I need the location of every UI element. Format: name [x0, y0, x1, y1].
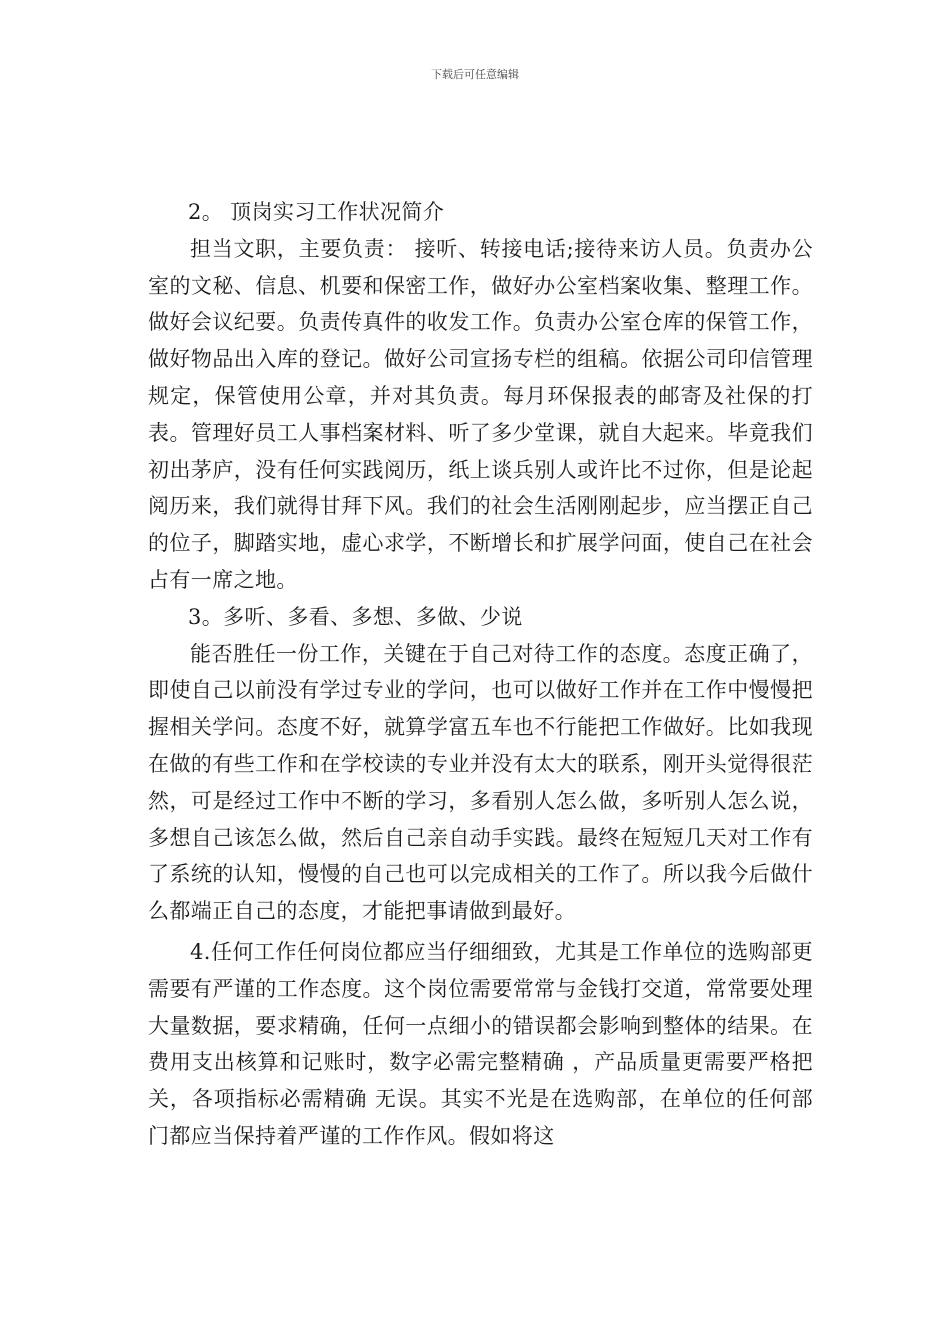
paragraph-duties: 担当文职，主要负责： 接听、转接电话;接待来访人员。负责办公室的文秘、信息、机要和保密工作，做好办公室档案收集、整理工作。做好会议纪要。负责传真件的收发工作。负责办公室仓库的保管工作，做好物品出入库的登记。做好公司宣扬专栏的组稿。依据公司印信管理规定，保管使用公章，并对其负责。每月环保报表的邮寄及社保的打表。管理好员工人事档案材料、听了多少堂课，就自大起来。毕竟我们初出茅庐，没有任何实践阅历，纸上谈兵别人或许比不过你，但是论起阅历来，我们就得甘拜下风。我们的社会生活刚刚起步，应当摆正自己的位子，脚踏实地，虚心求学，不断增长和扩展学问面，使自己在社会占有一席之地。 — [148, 236, 813, 592]
document-body — [148, 194, 813, 1155]
section-heading-2: 2。 顶岗实习工作状况简介 — [188, 200, 445, 224]
page-header: 下载后可任意编辑 — [431, 68, 519, 81]
paragraph-attitude: 能否胜任一份工作，关键在于自己对待工作的态度。态度正确了，即使自己以前没有学过专业的学问，也可以做好工作并在工作中慢慢把握相关学问。态度不好，就算学富五车也不行能把工作做好。比如我现在做的有些工作和在学校读的专业并没有太大的联系，刚开头觉得很茫然，可是经过工作中不断的学习，多看别人怎么做，多听别人怎么说，多想自己该怎么做，然后自己亲自动手实践。最终在短短几天对工作有了系统的认知，慢慢的自己也可以完成相关的工作了。所以我今后做什么都端正自己的态度，才能把事请做到最好。 — [148, 641, 813, 924]
section-heading-3: 3。多听、多看、多想、多做、少说 — [188, 604, 523, 629]
paragraph-rigor: 4.任何工作任何岗位都应当仔细细致，尤其是工作单位的选购部更需要有严谨的工作态度。这个岗位需要常常与金钱打交道，常常要处理大量数据，要求精确，任何一点细小的错误都会影响到整体的结果。在费用支出核算和记账时，数字必需完整精确 ，产品质量更需要严格把关，各项指标必需精确 无误。其实不光是在选购部，在单位的任何部门都应当保持着严谨的工作作风。假如将这 — [148, 939, 813, 1148]
